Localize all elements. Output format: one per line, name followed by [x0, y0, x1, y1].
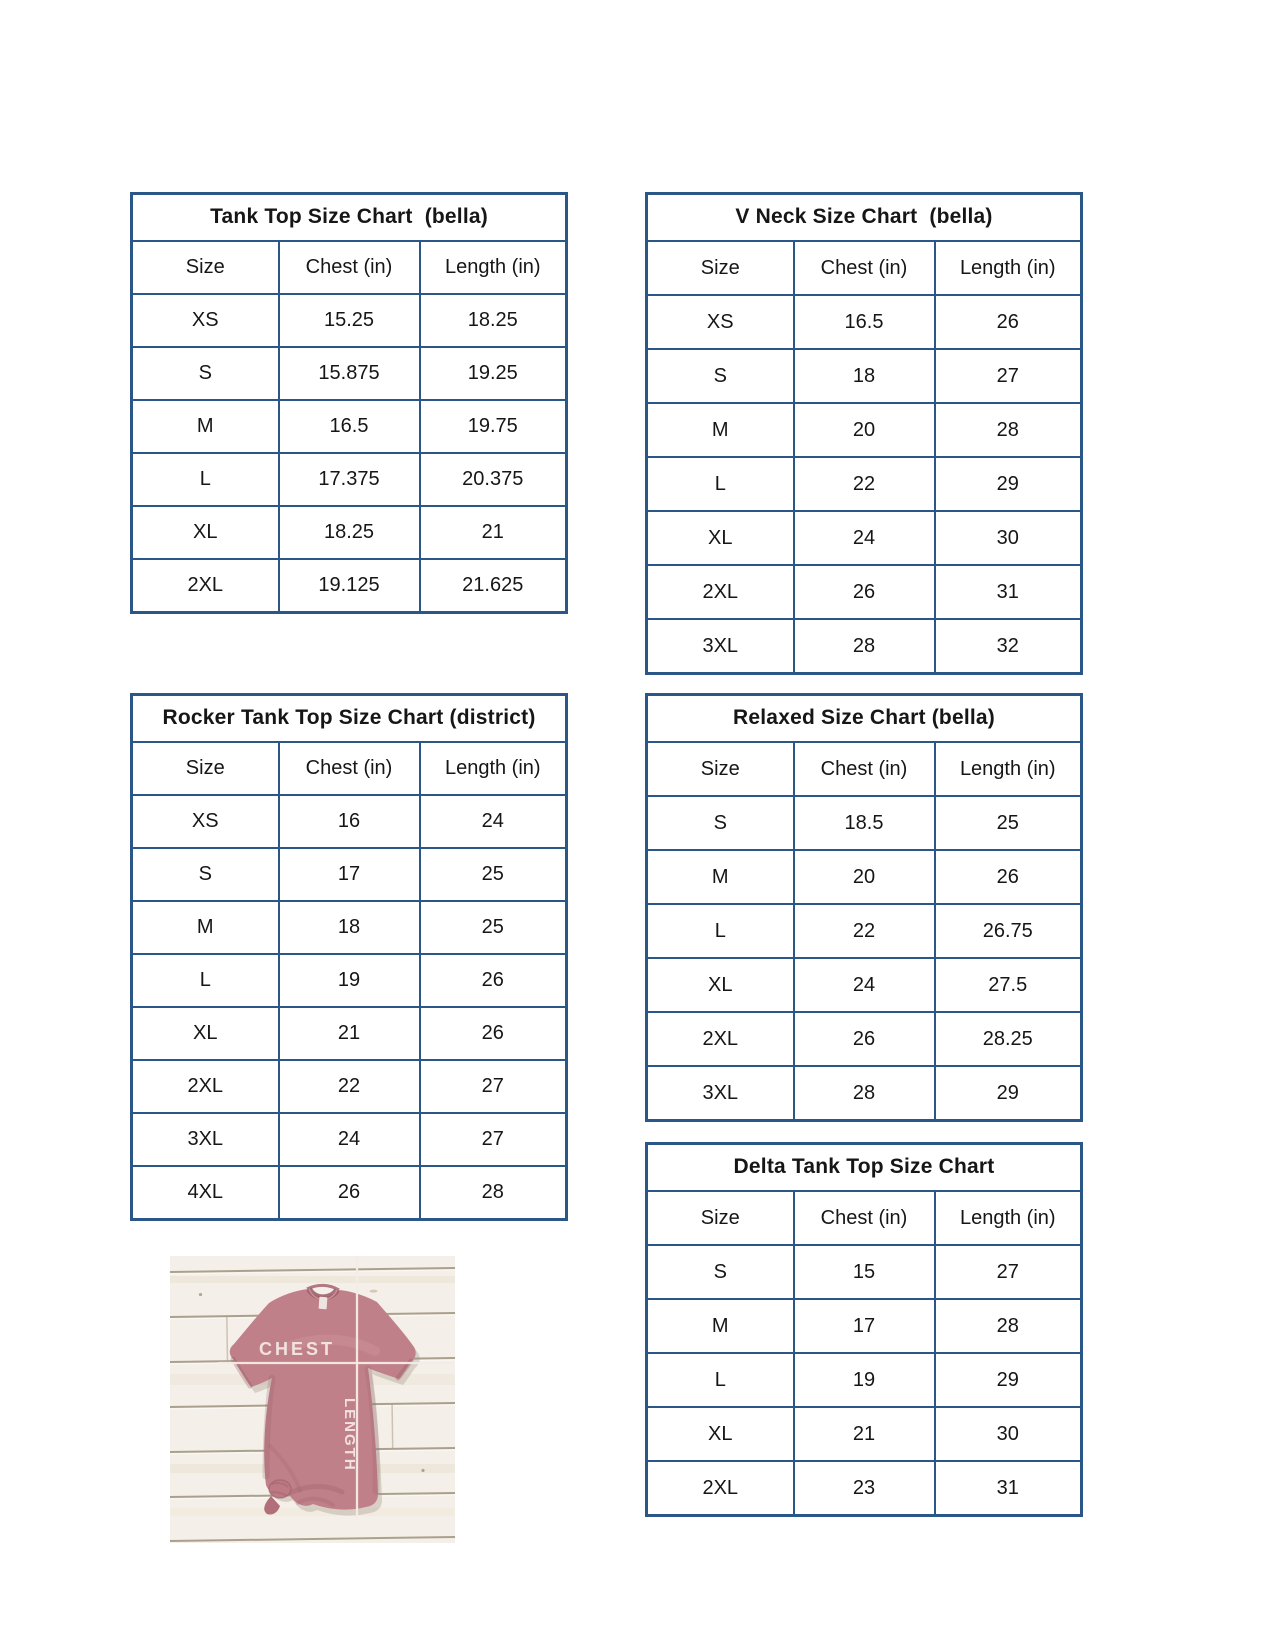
column-header: Size: [647, 241, 794, 295]
length-cell: 25: [420, 901, 567, 954]
size-cell: L: [132, 954, 279, 1007]
size-cell: 2XL: [647, 1461, 794, 1516]
length-cell: 27: [935, 349, 1082, 403]
chest-cell: 20: [794, 850, 935, 904]
chest-cell: 18.25: [279, 506, 420, 559]
table-title: Rocker Tank Top Size Chart (district): [132, 695, 567, 743]
tshirt-measurement-graphic: [170, 1256, 455, 1543]
chest-cell: 15.875: [279, 347, 420, 400]
size-cell: L: [132, 453, 279, 506]
chest-cell: 22: [279, 1060, 420, 1113]
table-row: [647, 1353, 1082, 1407]
length-cell: 29: [935, 1353, 1082, 1407]
length-cell: 30: [935, 1407, 1082, 1461]
size-cell: S: [132, 347, 279, 400]
chest-cell: 19: [279, 954, 420, 1007]
table-title-row: [647, 194, 1082, 242]
size-cell: XS: [132, 294, 279, 347]
table-row: [132, 453, 567, 506]
length-cell: 26.75: [935, 904, 1082, 958]
table-row: [647, 457, 1082, 511]
size-cell: M: [132, 901, 279, 954]
chest-cell: 17: [279, 848, 420, 901]
table-row: [647, 904, 1082, 958]
length-cell: 19.25: [420, 347, 567, 400]
column-header: Size: [647, 742, 794, 796]
table-row: [132, 1166, 567, 1220]
size-cell: XL: [132, 1007, 279, 1060]
table-row: [647, 1245, 1082, 1299]
chest-cell: 21: [794, 1407, 935, 1461]
column-header: Size: [132, 241, 279, 294]
table-header-row: [647, 1191, 1082, 1245]
length-cell: 26: [935, 295, 1082, 349]
chest-cell: 15: [794, 1245, 935, 1299]
chest-cell: 28: [794, 1066, 935, 1121]
chest-cell: 24: [279, 1113, 420, 1166]
neck-label: [319, 1297, 328, 1310]
length-cell: 18.25: [420, 294, 567, 347]
length-label: LENGTH: [341, 1398, 358, 1472]
table-row: [647, 1461, 1082, 1516]
delta-tank-top-size-chart-table: [645, 1142, 1083, 1517]
table-row: [647, 1407, 1082, 1461]
column-header: Chest (in): [794, 1191, 935, 1245]
table-header-row: [132, 742, 567, 795]
size-cell: 2XL: [132, 1060, 279, 1113]
column-header: Size: [647, 1191, 794, 1245]
length-cell: 20.375: [420, 453, 567, 506]
size-cell: XS: [647, 295, 794, 349]
size-cell: XS: [132, 795, 279, 848]
chest-cell: 26: [279, 1166, 420, 1220]
table-row: [132, 901, 567, 954]
size-cell: M: [647, 403, 794, 457]
chest-cell: 26: [794, 1012, 935, 1066]
length-cell: 31: [935, 565, 1082, 619]
length-cell: 30: [935, 511, 1082, 565]
table-title-row: [132, 194, 567, 242]
table-row: [132, 1113, 567, 1166]
length-cell: 28.25: [935, 1012, 1082, 1066]
table-row: [647, 295, 1082, 349]
length-cell: 31: [935, 1461, 1082, 1516]
size-cell: S: [132, 848, 279, 901]
length-cell: 26: [935, 850, 1082, 904]
size-cell: S: [647, 349, 794, 403]
table-title-row: [647, 1144, 1082, 1192]
chest-cell: 15.25: [279, 294, 420, 347]
chest-cell: 28: [794, 619, 935, 674]
size-cell: 3XL: [132, 1113, 279, 1166]
column-header: Chest (in): [279, 241, 420, 294]
table-row: [647, 565, 1082, 619]
chest-cell: 18: [279, 901, 420, 954]
length-cell: 28: [935, 1299, 1082, 1353]
column-header: Chest (in): [794, 241, 935, 295]
length-cell: 27: [420, 1113, 567, 1166]
table-row: [647, 349, 1082, 403]
length-cell: 29: [935, 1066, 1082, 1121]
size-cell: M: [647, 1299, 794, 1353]
chest-cell: 26: [794, 565, 935, 619]
column-header: Length (in): [935, 241, 1082, 295]
chest-label: CHEST: [258, 1339, 336, 1359]
size-cell: 2XL: [647, 1012, 794, 1066]
table-row: [132, 294, 567, 347]
length-cell: 21.625: [420, 559, 567, 613]
length-cell: 19.75: [420, 400, 567, 453]
table-row: [132, 400, 567, 453]
size-cell: S: [647, 796, 794, 850]
table-row: [132, 954, 567, 1007]
table-row: [647, 850, 1082, 904]
table-row: [647, 1299, 1082, 1353]
length-cell: 27.5: [935, 958, 1082, 1012]
chest-cell: 18: [794, 349, 935, 403]
size-cell: XL: [132, 506, 279, 559]
length-cell: 24: [420, 795, 567, 848]
table-row: [647, 403, 1082, 457]
size-cell: M: [132, 400, 279, 453]
column-header: Length (in): [420, 241, 567, 294]
table-row: [647, 1066, 1082, 1121]
chest-cell: 21: [279, 1007, 420, 1060]
size-cell: 2XL: [132, 559, 279, 613]
chest-cell: 22: [794, 904, 935, 958]
length-cell: 28: [935, 403, 1082, 457]
length-cell: 27: [420, 1060, 567, 1113]
length-cell: 25: [420, 848, 567, 901]
column-header: Length (in): [420, 742, 567, 795]
length-cell: 27: [935, 1245, 1082, 1299]
length-cell: 28: [420, 1166, 567, 1220]
column-header: Length (in): [935, 742, 1082, 796]
table-row: [132, 795, 567, 848]
table-title-row: [647, 695, 1082, 743]
table-row: [647, 1012, 1082, 1066]
column-header: Size: [132, 742, 279, 795]
size-cell: 4XL: [132, 1166, 279, 1220]
chest-cell: 19: [794, 1353, 935, 1407]
size-cell: XL: [647, 958, 794, 1012]
size-cell: 2XL: [647, 565, 794, 619]
table-row: [647, 958, 1082, 1012]
table-header-row: [647, 742, 1082, 796]
table-title: Relaxed Size Chart (bella): [647, 695, 1082, 743]
table-row: [647, 619, 1082, 674]
chest-cell: 20: [794, 403, 935, 457]
chest-cell: 24: [794, 958, 935, 1012]
size-cell: XL: [647, 511, 794, 565]
chest-cell: 16.5: [279, 400, 420, 453]
size-guide-photo: [170, 1256, 455, 1543]
size-cell: XL: [647, 1407, 794, 1461]
size-cell: L: [647, 457, 794, 511]
rocker-tank-top-size-chart-table: [130, 693, 568, 1221]
table-row: [132, 1060, 567, 1113]
chest-cell: 24: [794, 511, 935, 565]
size-cell: L: [647, 904, 794, 958]
length-cell: 29: [935, 457, 1082, 511]
size-cell: S: [647, 1245, 794, 1299]
size-cell: M: [647, 850, 794, 904]
table-row: [132, 848, 567, 901]
table-row: [132, 1007, 567, 1060]
chest-cell: 16.5: [794, 295, 935, 349]
length-cell: 32: [935, 619, 1082, 674]
table-row: [647, 796, 1082, 850]
table-row: [132, 347, 567, 400]
column-header: Chest (in): [794, 742, 935, 796]
table-row: [647, 511, 1082, 565]
chest-cell: 18.5: [794, 796, 935, 850]
chest-cell: 23: [794, 1461, 935, 1516]
length-cell: 25: [935, 796, 1082, 850]
table-row: [132, 559, 567, 613]
table-title-row: [132, 695, 567, 743]
column-header: Chest (in): [279, 742, 420, 795]
length-cell: 26: [420, 1007, 567, 1060]
size-cell: L: [647, 1353, 794, 1407]
chest-cell: 19.125: [279, 559, 420, 613]
relaxed-size-chart-table: [645, 693, 1083, 1122]
column-header: Length (in): [935, 1191, 1082, 1245]
chest-cell: 16: [279, 795, 420, 848]
table-row: [132, 506, 567, 559]
chest-cell: 17.375: [279, 453, 420, 506]
chest-cell: 17: [794, 1299, 935, 1353]
table-title: V Neck Size Chart (bella): [647, 194, 1082, 242]
length-cell: 26: [420, 954, 567, 1007]
size-cell: 3XL: [647, 619, 794, 674]
table-title: Tank Top Size Chart (bella): [132, 194, 567, 242]
table-header-row: [647, 241, 1082, 295]
table-header-row: [132, 241, 567, 294]
chest-cell: 22: [794, 457, 935, 511]
tank-top-size-chart-table: [130, 192, 568, 614]
length-cell: 21: [420, 506, 567, 559]
v-neck-size-chart-table: [645, 192, 1083, 675]
size-cell: 3XL: [647, 1066, 794, 1121]
table-title: Delta Tank Top Size Chart: [647, 1144, 1082, 1192]
